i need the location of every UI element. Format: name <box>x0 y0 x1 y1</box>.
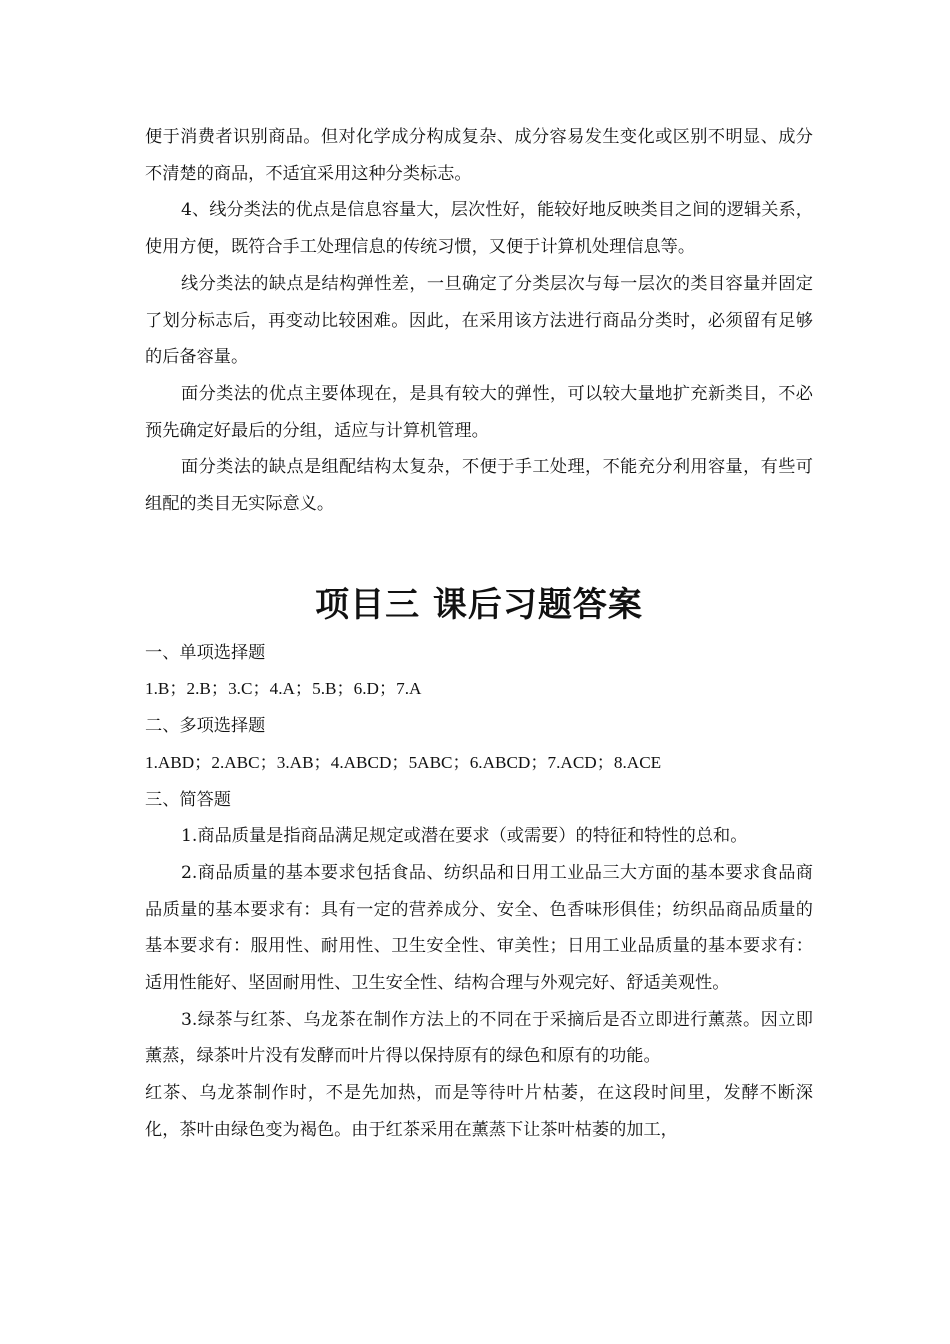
single-choice-heading: 一、单项选择题 <box>145 642 266 663</box>
short-answer-q1: 1.商品质量是指商品满足规定或潜在要求（或需要）的特征和特性的总和。 <box>181 826 748 847</box>
short-answer-heading: 三、简答题 <box>145 789 231 810</box>
short-answer-q2: 2.商品质量的基本要求包括食品、纺织品和日用工业品三大方面的基本要求食品商品质量的基本要求有：具有一定的营养成分、安全、色香味形俱佳；纺织品商品质量的基本要求有：服用性、耐用性、卫生安全性、审美性；日用工业品质量的基本要求有：适用性能好、坚固耐用性、卫生安全性、结构合理与外观完好、舒适美观性。 <box>145 862 813 994</box>
paragraph-facet-method-disadvantages: 面分类法的缺点是组配结构太复杂，不便于手工处理，不能充分利用容量，有些可组配的类目无实际意义。 <box>145 457 813 515</box>
short-answer-q3: 3.绿茶与红茶、乌龙茶在制作方法上的不同在于采摘后是否立即进行薰蒸。因立即薰蒸，绿茶叶片没有发酵而叶片得以保持原有的绿色和原有的功能。 <box>145 1009 813 1067</box>
short-answer-q3-continued: 红茶、乌龙茶制作时，不是先加热，而是等待叶片枯萎，在这段时间里，发酵不断深化，茶叶由绿色变为褐色。由于红茶采用在薰蒸下让茶叶枯萎的加工， <box>145 1083 813 1140</box>
paragraph-classification-marks: 便于消费者识别商品。但对化学成分构成复杂、成分容易发生变化或区别不明显、成分不清楚的商品，不适宜采用这种分类标志。 <box>145 127 813 184</box>
paragraph-facet-method-advantages: 面分类法的优点主要体现在，是具有较大的弹性，可以较大量地扩充新类目，不必预先确定好最后的分组，适应与计算机管理。 <box>145 383 813 441</box>
document-page <box>145 119 813 1149</box>
multi-choice-heading: 二、多项选择题 <box>145 716 266 737</box>
multi-choice-answers: 1.ABD；2.ABC；3.AB；4.ABCD；5ABC；6.ABCD；7.ACD；8.ACE <box>145 752 662 772</box>
single-choice-answers: 1.B；2.B；3.C；4.A；5.B；6.D；7.A <box>145 679 422 699</box>
section-title: 项目三 课后习题答案 <box>315 584 643 625</box>
paragraph-line-method-disadvantages: 线分类法的缺点是结构弹性差，一旦确定了分类层次与每一层次的类目容量并固定了划分标志后，再变动比较困难。因此，在采用该方法进行商品分类时，必须留有足够的后备容量。 <box>145 273 813 368</box>
paragraph-line-method-advantages: 4、线分类法的优点是信息容量大，层次性好，能较好地反映类目之间的逻辑关系，使用方便，既符合手工处理信息的传统习惯，又便于计算机处理信息等。 <box>145 200 813 258</box>
